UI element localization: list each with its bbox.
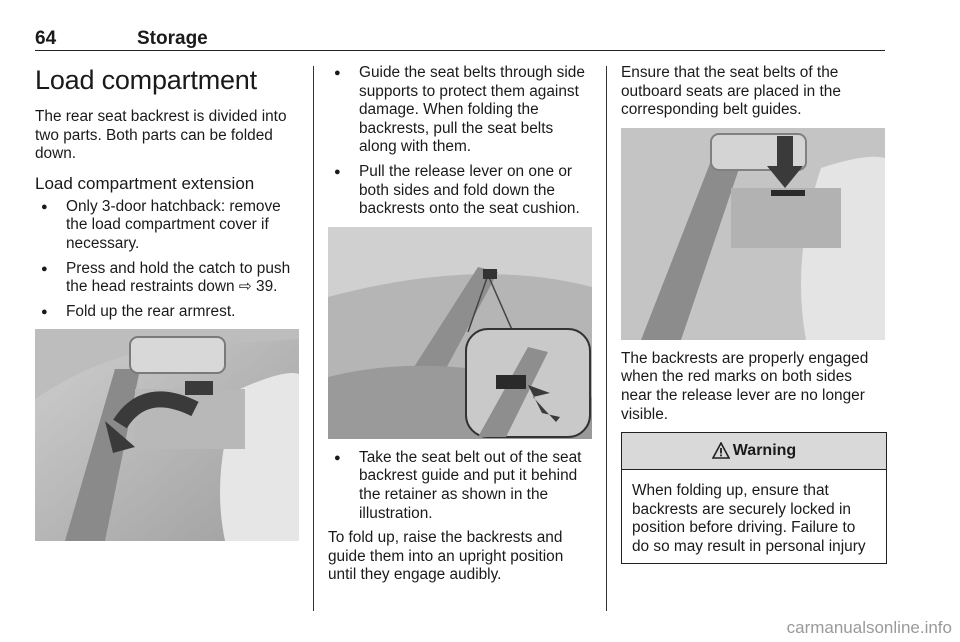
page-header — [35, 24, 885, 51]
list-item: ● Pull the release lever on one or both sides and fold down the backrests onto the seat cushion. — [328, 163, 594, 219]
fold-up-paragraph: To fold up, raise the backrests and guide them into an upright position until they engage audibly. — [328, 529, 564, 584]
column-2 — [328, 64, 594, 593]
column-3 — [621, 64, 887, 564]
column-divider-1 — [313, 66, 314, 611]
page-ref-link[interactable]: 39. — [256, 278, 278, 296]
belt-guide-paragraph: Ensure that the seat belts of the outboard seats are placed in the corresponding belt guides. — [621, 64, 841, 119]
column-divider-2 — [606, 66, 607, 611]
page-ref-arrow-icon: ⇨ — [238, 278, 252, 296]
belt-guide-illustration — [621, 128, 885, 340]
section-title: Storage — [137, 28, 208, 49]
watermark: carmanualsonline.info — [786, 618, 952, 637]
subheading: Load compartment extension — [35, 173, 255, 193]
list-item: ● Take the seat belt out of the seat backrest guide and put it behind the retainer as shown in the illustration. — [328, 449, 594, 523]
warning-title: Warning — [732, 442, 797, 460]
bullet-list-1 — [35, 198, 300, 322]
warning-box — [621, 432, 887, 563]
list-item-text: Press and hold the catch to push the head restraints down — [66, 259, 291, 296]
list-item: ● Fold up the rear armrest. — [35, 303, 300, 322]
list-item — [35, 260, 300, 297]
bullet-list-2 — [328, 64, 594, 219]
intro-paragraph: The rear seat backrest is divided into two parts. Both parts can be folded down. — [35, 108, 287, 163]
page-number: 64 — [35, 28, 57, 49]
list-item: ● Only 3-door hatchback: remove the load compartment cover if necessary. — [35, 198, 300, 254]
headrest-illustration — [35, 329, 299, 541]
page-title: Load compartment — [35, 65, 257, 95]
list-item: ● Guide the seat belts through side supports to protect them against damage. When folding the backrests, pull the seat belts along with them. — [328, 64, 594, 157]
warning-body: When folding up, ensure that backrests are securely locked in position before driving. Failure to do so may result in personal injury — [632, 482, 866, 555]
engaged-paragraph: The backrests are properly engaged when the red marks on both sides near the release lever are no longer visible. — [621, 349, 869, 423]
belt-retainer-illustration — [328, 227, 592, 439]
bullet-list-3 — [328, 449, 594, 523]
warning-header — [622, 433, 886, 470]
column-1 — [35, 64, 300, 551]
warning-triangle-icon — [712, 442, 730, 459]
